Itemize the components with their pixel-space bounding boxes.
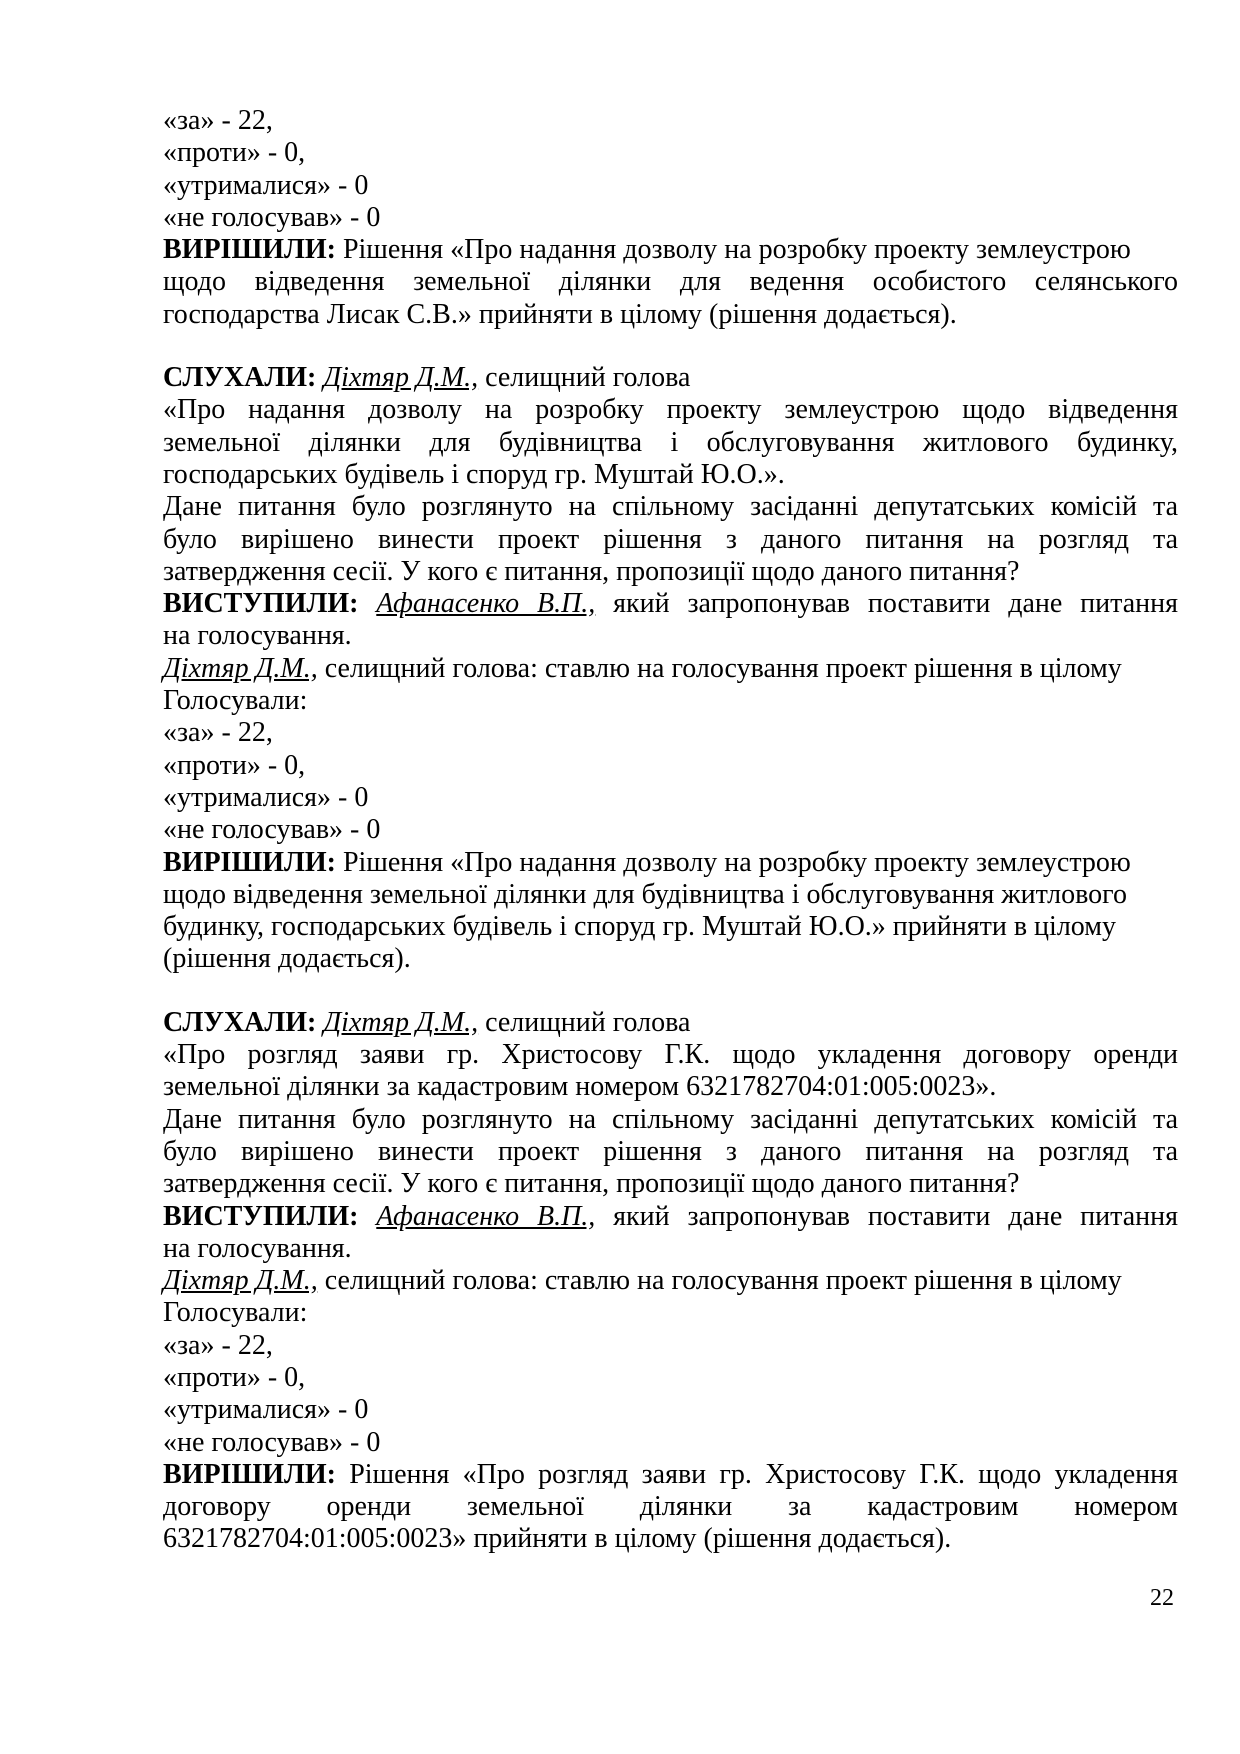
chair-text: селищний голова: ставлю на голосування проект рішення в цілому <box>317 1265 1122 1297</box>
speaker-role: селищний голова <box>478 362 691 394</box>
decision-line: щодо відведення земельної ділянки для будівництва і обслуговування житлового <box>163 878 1127 910</box>
page-content <box>163 105 1178 1556</box>
discussion-line: було вирішено винести проект рішення з даного питання на розгляд та <box>163 523 1178 555</box>
topic-line: «Про надання дозволу на розробку проекту землеустрою щодо відведення <box>163 394 1178 426</box>
vote-for: «за» - 22, <box>163 1329 273 1361</box>
decision-line <box>163 847 1178 879</box>
decided-label: ВИРІШИЛИ: <box>163 846 336 878</box>
spoke-line: на голосування. <box>163 620 352 652</box>
vote-abstained: «утрималися» - 0 <box>163 781 369 813</box>
voted-label: Голосували: <box>163 1297 308 1329</box>
decision-line: щодо відведення земельної ділянки для ведення особистого селянського <box>163 266 1178 298</box>
spoke-label: ВИСТУПИЛИ: <box>163 1200 359 1232</box>
spoke-text: який запропонував поставити дане питання <box>595 1200 1178 1232</box>
spoke-line <box>163 1201 1178 1233</box>
heard-label: СЛУХАЛИ: <box>163 1006 317 1038</box>
discussion-line: затвердження сесії. У кого є питання, пропозиції щодо даного питання? <box>163 555 1020 587</box>
decided-label: ВИРІШИЛИ: <box>163 1458 336 1490</box>
topic-line: «Про розгляд заяви гр. Христосову Г.К. щодо укладення договору оренди <box>163 1039 1178 1071</box>
speaker-name: Афанасенко В.П., <box>376 1200 596 1232</box>
decision-line <box>163 234 1178 266</box>
heard-line <box>163 1007 1178 1039</box>
vote-not-voted: «не голосував» - 0 <box>163 814 381 846</box>
paragraph-gap <box>163 976 1178 1007</box>
chair-name: Діхтяр Д.М., <box>163 652 318 684</box>
decision-line: договору оренди земельної ділянки за кадастровим номером <box>163 1491 1178 1523</box>
vote-not-voted: «не голосував» - 0 <box>163 201 381 233</box>
vote-for: «за» - 22, <box>163 105 273 136</box>
vote-against: «проти» - 0, <box>163 1361 306 1393</box>
heard-label: СЛУХАЛИ: <box>163 362 317 394</box>
spoke-line <box>163 588 1178 620</box>
decision-line: 6321782704:01:005:0023» прийняти в цілому (рішення додається). <box>163 1523 952 1555</box>
decision-line: будинку, господарських будівель і споруд гр. Муштай Ю.О.» прийняти в цілому <box>163 911 1116 943</box>
decided-label: ВИРІШИЛИ: <box>163 234 336 266</box>
topic-line: земельної ділянки для будівництва і обслуговування житлового будинку, <box>163 426 1178 458</box>
discussion-line: було вирішено винести проект рішення з даного питання на розгляд та <box>163 1135 1178 1167</box>
heard-line <box>163 362 1178 394</box>
vote-not-voted: «не голосував» - 0 <box>163 1426 381 1458</box>
paragraph-gap <box>163 331 1178 362</box>
spoke-line: на голосування. <box>163 1232 352 1264</box>
decision-line: господарства Лисак С.В.» прийняти в цілому (рішення додається). <box>163 298 957 330</box>
spoke-label: ВИСТУПИЛИ: <box>163 588 359 620</box>
chair-line <box>163 653 1178 685</box>
vote-abstained: «утрималися» - 0 <box>163 169 369 201</box>
decision-text: Рішення «Про надання дозволу на розробку проекту землеустрою <box>342 234 1131 266</box>
page-number: 22 <box>1150 1585 1174 1611</box>
decision-line <box>163 1459 1178 1491</box>
vote-against: «проти» - 0, <box>163 137 306 169</box>
topic-line: господарських будівель і споруд гр. Муштай Ю.О.». <box>163 458 785 490</box>
chair-name: Діхтяр Д.М., <box>163 1265 318 1297</box>
discussion-line: Дане питання було розглянуто на спільному засіданні депутатських комісій та <box>163 491 1178 523</box>
decision-text: Рішення «Про розгляд заяви гр. Христосову Г.К. щодо укладення <box>335 1458 1178 1490</box>
speaker-name: Афанасенко В.П., <box>376 588 596 620</box>
decision-text: Рішення «Про надання дозволу на розробку проекту землеустрою <box>335 846 1131 878</box>
chair-text: селищний голова: ставлю на голосування проект рішення в цілому <box>317 652 1122 684</box>
speaker-name: Діхтяр Д.М., <box>323 362 479 394</box>
vote-against: «проти» - 0, <box>163 749 306 781</box>
vote-abstained: «утрималися» - 0 <box>163 1394 369 1426</box>
speaker-name: Діхтяр Д.М., <box>323 1006 479 1038</box>
discussion-line: затвердження сесії. У кого є питання, пропозиції щодо даного питання? <box>163 1168 1020 1200</box>
vote-for: «за» - 22, <box>163 717 273 749</box>
spoke-text: який запропонував поставити дане питання <box>595 588 1178 620</box>
topic-line: земельної ділянки за кадастровим номером 6321782704:01:005:0023». <box>163 1071 997 1103</box>
speaker-role: селищний голова <box>478 1006 691 1038</box>
decision-line: (рішення додається). <box>163 943 411 975</box>
discussion-line: Дане питання було розглянуто на спільному засіданні депутатських комісій та <box>163 1103 1178 1135</box>
chair-line <box>163 1265 1178 1297</box>
voted-label: Голосували: <box>163 685 308 717</box>
